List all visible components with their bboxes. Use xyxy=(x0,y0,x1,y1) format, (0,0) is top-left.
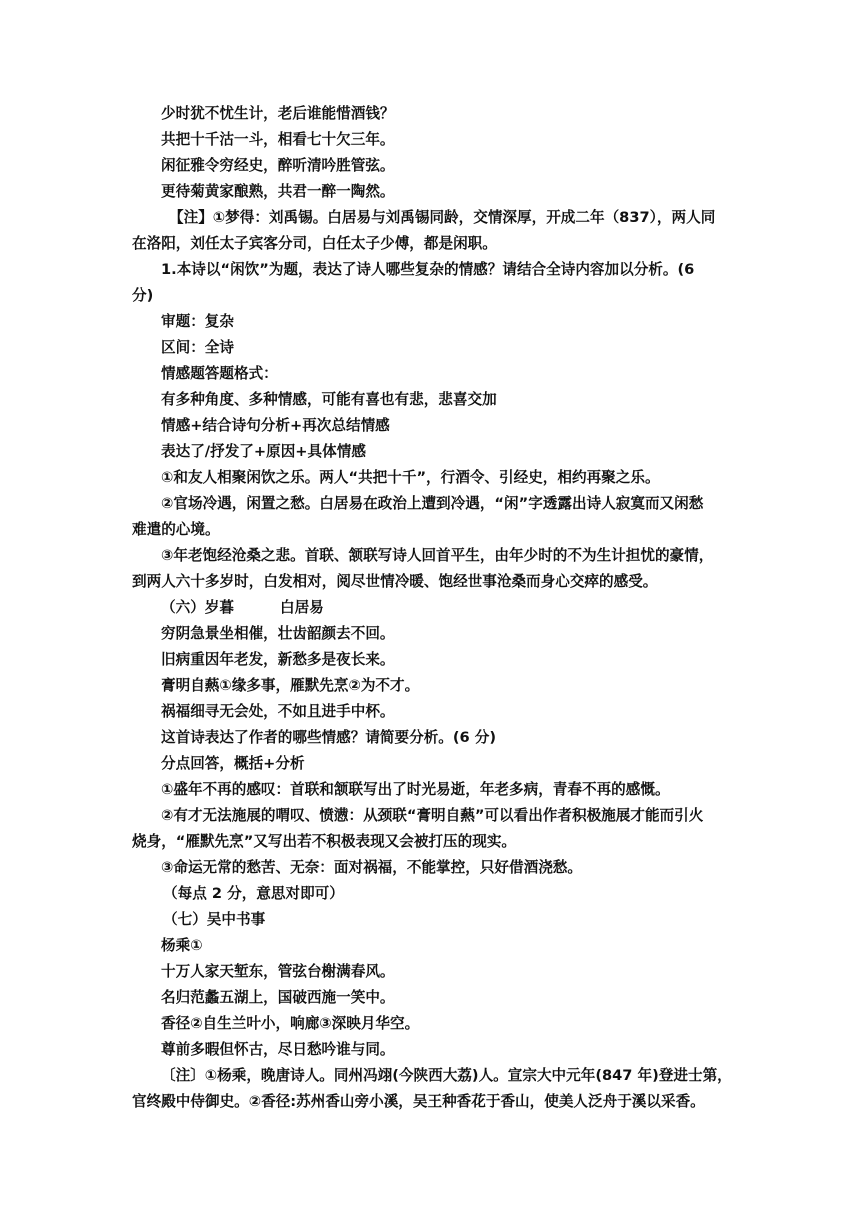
answer-point-continued: 到两人六十多岁时，白发相对，阅尽世情冷暖、饱经世事沧桑而身心交瘁的感受。 xyxy=(132,573,658,590)
poem-line: 旧病重因年老发，新愁多是夜长来。 xyxy=(161,651,395,668)
poem-line: 更待菊黄家酿熟，共君一醉一陶然。 xyxy=(161,183,395,200)
answer-point: ①和友人相聚闲饮之乐。两人“共把十千”，行酒令、引经史，相约再聚之乐。 xyxy=(161,469,660,486)
question-line: 这首诗表达了作者的哪些情感？请简要分析。(6 分) xyxy=(161,729,497,746)
analysis-line: 表达了/抒发了+原因+具体情感 xyxy=(161,443,366,460)
answer-point: ②有才无法施展的喟叹、愤懑：从颈联“膏明自爇”可以看出作者积极施展才能而引火 xyxy=(161,807,704,824)
annotation-note-continued: 官终殿中侍御史。②香径:苏州香山旁小溪，吴王种香花于香山，使美人泛舟于溪以采香。 xyxy=(132,1093,705,1110)
answer-point-continued: 难遣的心境。 xyxy=(132,521,220,538)
poem-line: 十万人家天堑东，管弦台榭满春风。 xyxy=(161,963,395,980)
scoring-note: （每点 2 分，意思对即可） xyxy=(163,885,344,902)
poem-line: 尊前多暇但怀古，尽日愁吟谁与同。 xyxy=(161,1041,395,1058)
analysis-line: 有多种角度、多种情感，可能有喜也有悲，悲喜交加 xyxy=(161,391,497,408)
answer-point-continued: 烧身，“雁默先烹”又写出若不积极表现又会被打压的现实。 xyxy=(132,833,517,850)
poem-line: 名归范蠡五湖上，国破西施一笑中。 xyxy=(161,989,395,1006)
analysis-line: 情感+结合诗句分析+再次总结情感 xyxy=(161,417,390,434)
poem-line: 共把十千沽一斗，相看七十欠三年。 xyxy=(161,131,395,148)
poem-title: （六）岁暮 xyxy=(161,599,234,616)
poem-title: （七）吴中书事 xyxy=(163,911,266,928)
annotation-note: 〔注〕①杨乘，晚唐诗人。同州冯翊(今陕西大荔)人。宣宗大中元年(847 年)登进士第， xyxy=(161,1067,732,1084)
analysis-line: 情感题答题格式： xyxy=(161,365,278,382)
poem-line: 膏明自爇①缘多事，雁默先烹②为不才。 xyxy=(161,677,420,694)
question-1-continued: 分) xyxy=(132,287,154,304)
poem-line: 闲征雅令穷经史，醉听清吟胜管弦。 xyxy=(161,157,395,174)
annotation-note-continued: 在洛阳，刘任太子宾客分司，白任太子少傅，都是闲职。 xyxy=(132,235,497,252)
question-1: 1.本诗以“闲饮”为题，表达了诗人哪些复杂的情感？请结合全诗内容加以分析。(6 xyxy=(161,261,695,278)
poem-heading xyxy=(132,595,732,621)
analysis-line: 审题：复杂 xyxy=(161,313,234,330)
poem-line: 香径②自生兰叶小，响廊③深映月华空。 xyxy=(161,1015,420,1032)
document-body xyxy=(132,101,732,1115)
poem-line: 祸福细寻无会处，不如且进手中杯。 xyxy=(161,703,395,720)
analysis-line: 分点回答，概括+分析 xyxy=(161,755,305,772)
answer-point: ①盛年不再的感叹：首联和颔联写出了时光易逝，年老多病，青春不再的感慨。 xyxy=(161,781,670,798)
poem-line: 穷阴急景坐相催，壮齿韶颜去不回。 xyxy=(161,625,395,642)
answer-point: ③命运无常的愁苦、无奈：面对祸福，不能掌控，只好借酒浇愁。 xyxy=(161,859,582,876)
poem-line: 少时犹不忧生计，老后谁能惜酒钱？ xyxy=(161,105,395,122)
poem-author: 白居易 xyxy=(279,599,324,616)
answer-point: ②官场冷遇，闲置之愁。白居易在政治上遭到冷遇，“闲”字透露出诗人寂寞而又闲愁 xyxy=(161,495,704,512)
analysis-line: 区间：全诗 xyxy=(161,339,234,356)
annotation-note: 【注】①梦得：刘禹锡。白居易与刘禹锡同龄，交情深厚，开成二年（837），两人同 xyxy=(169,209,716,226)
answer-point: ③年老饱经沧桑之悲。首联、颔联写诗人回首平生，由年少时的不为生计担忧的豪情， xyxy=(161,547,714,564)
poem-author: 杨乘① xyxy=(161,937,203,954)
